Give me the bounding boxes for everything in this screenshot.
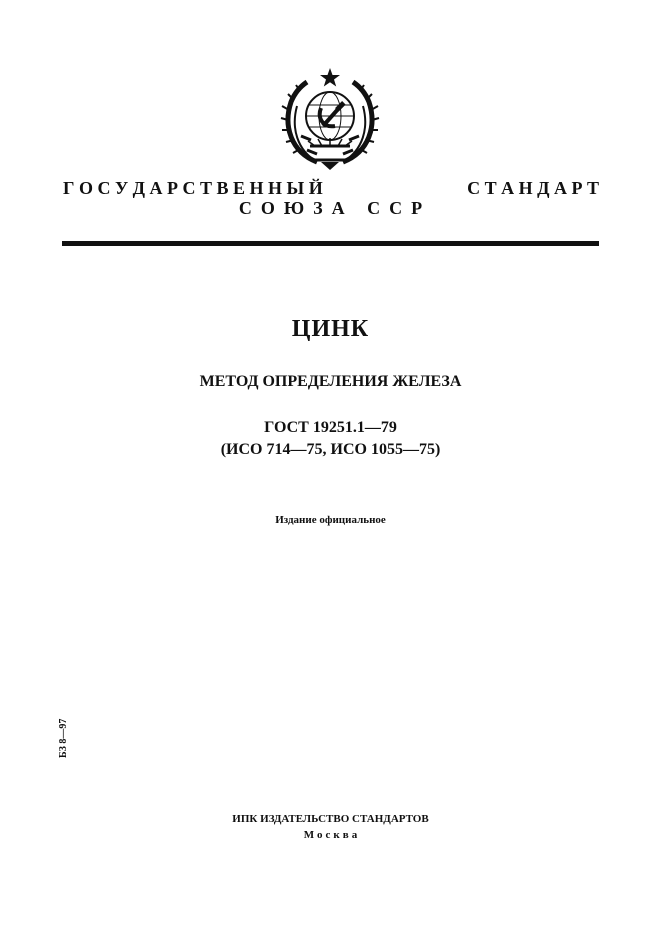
side-code: БЗ 8—97 [58,718,69,758]
header-word-standard: С Т А Н Д А Р Т [467,178,599,198]
publisher-name: ИПК ИЗДАТЕЛЬСТВО СТАНДАРТОВ [232,813,429,825]
publisher-city: Москва [303,829,361,841]
document-title: ЦИНК [291,316,370,342]
edition-note: Издание официальное [275,514,386,526]
header-divider [62,241,599,246]
header-word-state: Г О С У Д А Р С Т В Е Н Н Ы Й [63,178,323,198]
ussr-state-emblem-icon [277,66,383,172]
header-state-standard [63,178,599,198]
iso-references: (ИСО 714—75, ИСО 1055—75) [220,441,441,458]
header-ussr: СОЮЗА ССР [238,198,432,218]
standard-number: ГОСТ 19251.1—79 [264,419,397,436]
document-subtitle: МЕТОД ОПРЕДЕЛЕНИЯ ЖЕЛЕЗА [199,373,462,390]
